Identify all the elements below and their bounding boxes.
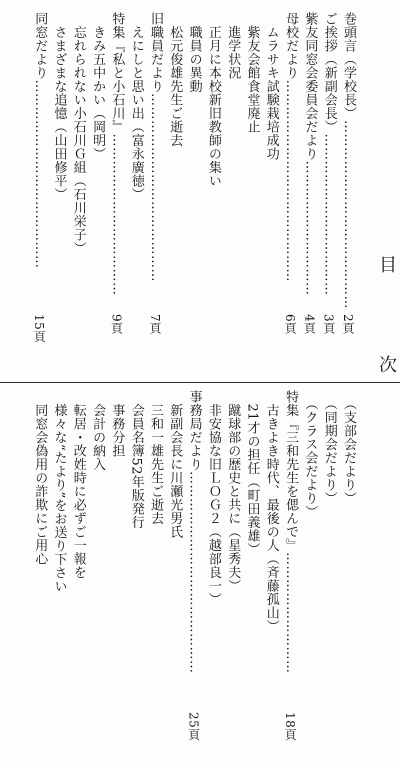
toc-entry	[323, 12, 336, 296]
toc-entry-title: 21才の担任（町田義雄）	[244, 390, 260, 557]
toc-leader-dots: ………………………………………	[283, 79, 299, 282]
toc-entry-title: （同期会だより）	[321, 390, 337, 505]
toc-entry	[342, 12, 355, 309]
toc-entry-title: ムラサキ試験栽培成功	[263, 12, 279, 161]
toc-leader-dots: ………………………………	[321, 133, 337, 296]
toc-page-number: 6頁	[283, 314, 298, 335]
toc-entry-title: 様々な“たより”をお送り下さい	[51, 390, 67, 594]
toc-page-number: 7頁	[148, 314, 162, 335]
toc-entry-title: 事務局だより	[186, 390, 202, 471]
toc-leader-dots: ……………………………………	[341, 120, 356, 309]
toc-entry	[149, 12, 162, 282]
toc-entry	[53, 12, 66, 201]
toc-entry-title: 忘れられない小石川Ｇ組（石川栄子）	[70, 12, 86, 255]
toc-entry-title: 職員の異動	[186, 12, 202, 93]
toc-entry	[110, 12, 123, 296]
toc-leader-dots: …………………………	[302, 160, 318, 296]
toc-page-number: 4頁	[302, 314, 317, 335]
toc-entry	[207, 390, 220, 606]
toc-entry	[342, 390, 355, 505]
toc-entry	[72, 390, 85, 579]
toc-page-number: 2頁	[341, 314, 355, 335]
toc-entry-title: 古きよき時代、最後の人（斉藤孤山）	[263, 390, 279, 633]
toc-entry-title: えにしと思い出（富永廣徳）	[128, 12, 144, 201]
toc-entry-title: 紫友同窓会委員会だより	[302, 12, 318, 161]
toc-leader-dots: ………………………………	[109, 133, 125, 296]
toc-entry-title: 非安協な旧ＬＯＧ２（越部良一）	[205, 390, 221, 606]
toc-entry	[130, 390, 143, 529]
toc-entry-title: さまざまな追憶（山田修平）	[51, 12, 67, 201]
toc-entry-title: 特集『私と小石川』	[109, 12, 125, 134]
toc-entry	[284, 12, 297, 282]
toc-entry-title: 会計の納入	[90, 390, 106, 471]
toc-entry	[226, 12, 239, 80]
toc-page-number: 18頁	[283, 712, 298, 741]
toc-entry-title: 進学状況	[225, 12, 241, 80]
toc-page-number: 25頁	[186, 712, 201, 741]
toc-entry-title: （支部会だより）	[341, 390, 356, 505]
toc-entry	[265, 12, 278, 161]
toc-entry-title: 新副会長に川瀬光男氏	[167, 390, 183, 539]
toc-entry	[168, 390, 181, 539]
toc-entry-title: （クラス会だより）	[302, 390, 318, 519]
toc-entry	[226, 390, 239, 593]
toc-entry	[72, 12, 85, 255]
toc-entry-title: 旧職員だより	[148, 12, 163, 93]
toc-entry	[33, 390, 46, 566]
toc-entry-title: ご挨拶（新副会長）	[321, 12, 337, 134]
toc-entry	[246, 12, 259, 134]
toc-leader-dots: ……………………………………	[32, 79, 48, 269]
toc-entry-title: 巻頭言（学校長）	[341, 12, 356, 120]
toc-entry	[130, 12, 143, 201]
toc-entry	[323, 390, 336, 505]
toc-entry	[188, 390, 201, 674]
toc-entry-title: 紫友会館食堂廃止	[244, 12, 260, 134]
toc-entry	[33, 12, 46, 269]
toc-entry-title: 同窓会偽用の詐欺にご用心	[32, 390, 48, 566]
toc-entry-title: 会員名簿52年版発行	[128, 390, 144, 530]
toc-entry	[303, 12, 316, 296]
toc-entry-title: 母校だより	[283, 12, 299, 80]
toc-entry	[207, 12, 220, 188]
section-divider	[0, 382, 400, 383]
toc-page-number: 9頁	[109, 314, 124, 335]
toc-entry	[53, 390, 66, 593]
toc-entry	[265, 390, 278, 633]
toc-leader-dots: ………………………	[283, 552, 299, 674]
toc-entry-title: 事務分担	[109, 390, 125, 458]
toc-entry-title: 転居・改姓時に必ずご一報を	[70, 390, 86, 579]
toc-entry	[110, 390, 123, 458]
toc-heading-mokuji-1: 目	[376, 255, 397, 273]
toc-entry	[303, 390, 316, 519]
toc-heading-mokuji-2: 次	[376, 355, 397, 373]
toc-page-number: 3頁	[321, 314, 336, 335]
toc-entry-title: 特集『三和先生を偲んで』	[283, 390, 299, 552]
toc-entry	[91, 390, 104, 471]
toc-entry	[168, 12, 181, 147]
toc-leader-dots: ………………………………………	[186, 471, 202, 674]
toc-entry-title: 蹴球部の歴史と共に（星秀夫）	[225, 390, 241, 593]
toc-entry-title: 三和一雄先生ご逝去	[148, 390, 163, 525]
toc-entry-title: 松元俊雄先生ご逝去	[167, 12, 183, 147]
toc-entry	[246, 390, 259, 556]
toc-entry-title: 同窓だより	[32, 12, 48, 80]
toc-entry	[149, 390, 162, 525]
toc-entry-title: 正月に本校新旧教師の集い	[205, 12, 221, 188]
toc-page-number: 15頁	[32, 314, 47, 343]
toc-entry	[188, 12, 201, 93]
toc-entry	[284, 390, 297, 674]
toc-leader-dots: ……………………………………	[148, 93, 163, 282]
toc-entry-title: きみ五中かい（岡明）	[90, 12, 106, 161]
toc-entry	[91, 12, 104, 161]
